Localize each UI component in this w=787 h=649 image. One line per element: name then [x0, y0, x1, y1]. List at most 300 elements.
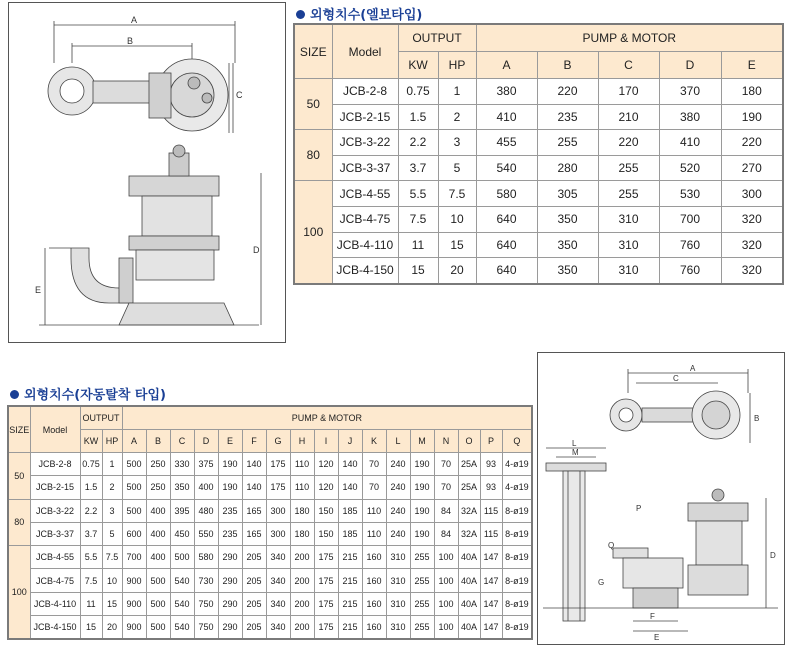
value-cell-h: 180: [290, 522, 314, 545]
value-cell-d: 750: [194, 592, 218, 615]
kw-cell: 7.5: [398, 206, 438, 232]
kw-cell: 11: [80, 592, 102, 615]
value-cell-b: 500: [146, 592, 170, 615]
header-col-l: L: [386, 430, 410, 453]
value-cell-p: 93: [480, 476, 502, 499]
table-row: [8, 592, 532, 615]
kw-cell: 3.7: [80, 522, 102, 545]
value-cell-e: 270: [721, 155, 783, 181]
value-cell-e: 235: [218, 522, 242, 545]
model-cell: JCB-4-150: [30, 616, 80, 640]
value-cell-f: 165: [242, 499, 266, 522]
header-pump-motor: PUMP & MOTOR: [476, 24, 783, 52]
table-row: [294, 181, 783, 207]
value-cell-m: 190: [410, 522, 434, 545]
value-cell-n: 100: [434, 616, 458, 640]
value-cell-e: 235: [218, 499, 242, 522]
value-cell-d: 750: [194, 616, 218, 640]
value-cell-p: 147: [480, 569, 502, 592]
size-cell: 100: [8, 546, 30, 640]
elbow-type-drawing-frame: [8, 2, 286, 343]
elbow-pump-drawing: [9, 3, 285, 342]
dim-label-e: E: [35, 285, 42, 295]
value-cell-c: 450: [170, 522, 194, 545]
hp-cell: 2: [438, 104, 476, 130]
kw-cell: 1.5: [398, 104, 438, 130]
value-cell-f: 165: [242, 522, 266, 545]
header-col-c: C: [170, 430, 194, 453]
value-cell-f: 140: [242, 476, 266, 499]
model-cell: JCB-3-37: [332, 155, 398, 181]
value-cell-c: 350: [170, 476, 194, 499]
hp-cell: 20: [438, 258, 476, 284]
value-cell-h: 180: [290, 499, 314, 522]
model-cell: JCB-2-8: [30, 453, 80, 476]
value-cell-a: 900: [122, 569, 146, 592]
value-cell-f: 205: [242, 569, 266, 592]
value-cell-q: 8-ø19: [502, 569, 532, 592]
value-cell-b: 400: [146, 522, 170, 545]
value-cell-l: 310: [386, 569, 410, 592]
value-cell-c: 310: [598, 206, 659, 232]
header-pump-motor: PUMP & MOTOR: [122, 406, 532, 430]
value-cell-d: 550: [194, 522, 218, 545]
value-cell-c: 500: [170, 546, 194, 569]
header-hp: HP: [102, 430, 122, 453]
hp-cell: 5: [102, 522, 122, 545]
header-col-a: A: [122, 430, 146, 453]
value-cell-f: 205: [242, 616, 266, 640]
value-cell-k: 160: [362, 546, 386, 569]
model-cell: JCB-3-22: [332, 130, 398, 156]
table-row: [8, 476, 532, 499]
header-col-g: G: [266, 430, 290, 453]
value-cell-i: 120: [314, 476, 338, 499]
value-cell-e: 190: [218, 453, 242, 476]
value-cell-b: 280: [537, 155, 598, 181]
value-cell-k: 160: [362, 616, 386, 640]
value-cell-i: 120: [314, 453, 338, 476]
size-cell: 50: [8, 453, 30, 500]
value-cell-h: 200: [290, 546, 314, 569]
value-cell-e: 190: [721, 104, 783, 130]
value-cell-j: 215: [338, 546, 362, 569]
value-cell-i: 175: [314, 546, 338, 569]
auto-detach-section-title: [10, 384, 166, 403]
value-cell-g: 340: [266, 592, 290, 615]
bullet-icon: [296, 10, 305, 19]
value-cell-e: 290: [218, 569, 242, 592]
value-cell-a: 600: [122, 522, 146, 545]
value-cell-a: 900: [122, 592, 146, 615]
dim2-label-g: G: [598, 578, 605, 587]
value-cell-q: 4-ø19: [502, 476, 532, 499]
value-cell-b: 400: [146, 546, 170, 569]
bullet-icon: [10, 390, 19, 399]
table-row: [294, 79, 783, 105]
header-kw: KW: [80, 430, 102, 453]
table-row: [294, 232, 783, 258]
size-cell: 80: [8, 499, 30, 546]
value-cell-q: 8-ø19: [502, 546, 532, 569]
kw-cell: 11: [398, 232, 438, 258]
dim2-label-l: L: [572, 439, 577, 448]
model-cell: JCB-4-75: [30, 569, 80, 592]
model-cell: JCB-4-110: [332, 232, 398, 258]
kw-cell: 2.2: [80, 499, 102, 522]
value-cell-d: 380: [659, 104, 721, 130]
value-cell-n: 100: [434, 592, 458, 615]
value-cell-c: 540: [170, 569, 194, 592]
value-cell-d: 580: [194, 546, 218, 569]
size-cell: 80: [294, 130, 332, 181]
hp-cell: 2: [102, 476, 122, 499]
value-cell-m: 255: [410, 592, 434, 615]
value-cell-d: 400: [194, 476, 218, 499]
header-model: Model: [332, 24, 398, 79]
value-cell-l: 240: [386, 499, 410, 522]
value-cell-e: 290: [218, 546, 242, 569]
value-cell-l: 240: [386, 453, 410, 476]
dim-label-d: D: [253, 245, 260, 255]
value-cell-o: 40A: [458, 569, 480, 592]
header-col-f: F: [242, 430, 266, 453]
value-cell-k: 110: [362, 522, 386, 545]
value-cell-a: 500: [122, 476, 146, 499]
value-cell-e: 180: [721, 79, 783, 105]
value-cell-p: 93: [480, 453, 502, 476]
kw-cell: 0.75: [80, 453, 102, 476]
kw-cell: 3.7: [398, 155, 438, 181]
value-cell-o: 32A: [458, 522, 480, 545]
header-model: Model: [30, 406, 80, 453]
model-cell: JCB-4-55: [332, 181, 398, 207]
value-cell-g: 340: [266, 569, 290, 592]
value-cell-f: 140: [242, 453, 266, 476]
value-cell-o: 25A: [458, 453, 480, 476]
value-cell-g: 175: [266, 476, 290, 499]
value-cell-d: 480: [194, 499, 218, 522]
value-cell-p: 115: [480, 499, 502, 522]
value-cell-d: 760: [659, 258, 721, 284]
table-row: [294, 206, 783, 232]
hp-cell: 15: [438, 232, 476, 258]
value-cell-i: 175: [314, 569, 338, 592]
value-cell-d: 530: [659, 181, 721, 207]
model-cell: JCB-4-150: [332, 258, 398, 284]
value-cell-j: 215: [338, 616, 362, 640]
value-cell-d: 700: [659, 206, 721, 232]
hp-cell: 10: [438, 206, 476, 232]
value-cell-a: 455: [476, 130, 537, 156]
model-cell: JCB-4-75: [332, 206, 398, 232]
hp-cell: 7.5: [438, 181, 476, 207]
value-cell-q: 4-ø19: [502, 453, 532, 476]
value-cell-e: 190: [218, 476, 242, 499]
table-row: [8, 569, 532, 592]
size-cell: 50: [294, 79, 332, 130]
value-cell-b: 235: [537, 104, 598, 130]
value-cell-c: 310: [598, 258, 659, 284]
value-cell-a: 700: [122, 546, 146, 569]
table-row: [294, 104, 783, 130]
dim-label-b: B: [127, 36, 134, 46]
value-cell-h: 200: [290, 592, 314, 615]
value-cell-b: 400: [146, 499, 170, 522]
value-cell-a: 410: [476, 104, 537, 130]
value-cell-b: 350: [537, 232, 598, 258]
value-cell-c: 395: [170, 499, 194, 522]
value-cell-g: 340: [266, 546, 290, 569]
model-cell: JCB-2-8: [332, 79, 398, 105]
value-cell-a: 900: [122, 616, 146, 640]
value-cell-f: 205: [242, 546, 266, 569]
value-cell-j: 215: [338, 569, 362, 592]
value-cell-c: 310: [598, 232, 659, 258]
table-row: [294, 130, 783, 156]
header-col-a: A: [476, 52, 537, 79]
value-cell-a: 580: [476, 181, 537, 207]
value-cell-m: 255: [410, 546, 434, 569]
header-hp: HP: [438, 52, 476, 79]
value-cell-b: 500: [146, 569, 170, 592]
hp-cell: 7.5: [102, 546, 122, 569]
value-cell-c: 170: [598, 79, 659, 105]
model-cell: JCB-2-15: [30, 476, 80, 499]
header-col-m: M: [410, 430, 434, 453]
value-cell-d: 520: [659, 155, 721, 181]
header-col-d: D: [659, 52, 721, 79]
value-cell-b: 250: [146, 453, 170, 476]
value-cell-i: 175: [314, 592, 338, 615]
value-cell-e: 290: [218, 616, 242, 640]
hp-cell: 20: [102, 616, 122, 640]
value-cell-o: 40A: [458, 616, 480, 640]
value-cell-o: 40A: [458, 592, 480, 615]
value-cell-g: 300: [266, 522, 290, 545]
hp-cell: 3: [438, 130, 476, 156]
dim2-label-d: D: [770, 551, 776, 560]
value-cell-c: 540: [170, 592, 194, 615]
value-cell-a: 640: [476, 232, 537, 258]
value-cell-b: 500: [146, 616, 170, 640]
hp-cell: 3: [102, 499, 122, 522]
header-col-e: E: [218, 430, 242, 453]
value-cell-e: 290: [218, 592, 242, 615]
value-cell-c: 220: [598, 130, 659, 156]
table-row: [8, 616, 532, 640]
hp-cell: 1: [438, 79, 476, 105]
value-cell-e: 320: [721, 232, 783, 258]
value-cell-m: 255: [410, 569, 434, 592]
kw-cell: 15: [80, 616, 102, 640]
value-cell-j: 185: [338, 522, 362, 545]
value-cell-d: 760: [659, 232, 721, 258]
value-cell-n: 70: [434, 476, 458, 499]
value-cell-a: 500: [122, 453, 146, 476]
model-cell: JCB-3-22: [30, 499, 80, 522]
value-cell-a: 380: [476, 79, 537, 105]
kw-cell: 0.75: [398, 79, 438, 105]
dim2-label-c: C: [673, 374, 679, 383]
value-cell-b: 250: [146, 476, 170, 499]
value-cell-h: 200: [290, 569, 314, 592]
value-cell-f: 205: [242, 592, 266, 615]
value-cell-q: 8-ø19: [502, 522, 532, 545]
value-cell-b: 305: [537, 181, 598, 207]
value-cell-j: 140: [338, 476, 362, 499]
header-col-h: H: [290, 430, 314, 453]
value-cell-c: 540: [170, 616, 194, 640]
hp-cell: 15: [102, 592, 122, 615]
dim-label-c: C: [236, 90, 243, 100]
elbow-type-section-title: [296, 4, 422, 23]
value-cell-h: 110: [290, 453, 314, 476]
dim2-label-q: Q: [608, 541, 615, 550]
dim2-label-e: E: [654, 633, 660, 642]
value-cell-q: 8-ø19: [502, 616, 532, 640]
value-cell-a: 540: [476, 155, 537, 181]
value-cell-n: 70: [434, 453, 458, 476]
value-cell-e: 320: [721, 206, 783, 232]
header-col-j: J: [338, 430, 362, 453]
value-cell-m: 190: [410, 476, 434, 499]
elbow-type-title-text: 외형치수(엘보타입): [310, 8, 423, 23]
value-cell-k: 70: [362, 453, 386, 476]
value-cell-g: 340: [266, 616, 290, 640]
value-cell-b: 350: [537, 206, 598, 232]
value-cell-i: 175: [314, 616, 338, 640]
header-output: OUTPUT: [80, 406, 122, 430]
value-cell-b: 255: [537, 130, 598, 156]
value-cell-b: 350: [537, 258, 598, 284]
value-cell-k: 110: [362, 499, 386, 522]
header-col-e: E: [721, 52, 783, 79]
header-kw: KW: [398, 52, 438, 79]
value-cell-k: 70: [362, 476, 386, 499]
header-col-c: C: [598, 52, 659, 79]
table-row: [8, 522, 532, 545]
kw-cell: 1.5: [80, 476, 102, 499]
value-cell-d: 730: [194, 569, 218, 592]
value-cell-c: 210: [598, 104, 659, 130]
kw-cell: 5.5: [398, 181, 438, 207]
value-cell-e: 320: [721, 258, 783, 284]
value-cell-j: 215: [338, 592, 362, 615]
value-cell-p: 147: [480, 592, 502, 615]
value-cell-o: 25A: [458, 476, 480, 499]
table-row: [294, 155, 783, 181]
header-output: OUTPUT: [398, 24, 476, 52]
value-cell-l: 240: [386, 476, 410, 499]
kw-cell: 15: [398, 258, 438, 284]
auto-detach-pump-drawing: [538, 353, 784, 644]
value-cell-o: 32A: [458, 499, 480, 522]
kw-cell: 2.2: [398, 130, 438, 156]
dim2-label-b: B: [754, 414, 760, 423]
hp-cell: 1: [102, 453, 122, 476]
value-cell-a: 640: [476, 258, 537, 284]
value-cell-d: 410: [659, 130, 721, 156]
auto-detach-dimension-table: [7, 405, 533, 640]
header-col-q: Q: [502, 430, 532, 453]
value-cell-k: 160: [362, 569, 386, 592]
value-cell-l: 310: [386, 592, 410, 615]
dim-label-a: A: [131, 15, 138, 25]
value-cell-j: 140: [338, 453, 362, 476]
value-cell-c: 330: [170, 453, 194, 476]
value-cell-n: 100: [434, 569, 458, 592]
table-row: [8, 453, 532, 476]
value-cell-p: 147: [480, 616, 502, 640]
value-cell-d: 370: [659, 79, 721, 105]
value-cell-d: 375: [194, 453, 218, 476]
value-cell-l: 310: [386, 546, 410, 569]
table-row: [294, 258, 783, 284]
hp-cell: 5: [438, 155, 476, 181]
header-col-o: O: [458, 430, 480, 453]
value-cell-b: 220: [537, 79, 598, 105]
dim2-label-p: P: [636, 504, 642, 513]
table-row: [8, 546, 532, 569]
kw-cell: 7.5: [80, 569, 102, 592]
value-cell-a: 500: [122, 499, 146, 522]
value-cell-g: 175: [266, 453, 290, 476]
model-cell: JCB-4-55: [30, 546, 80, 569]
auto-detach-drawing-frame: [537, 352, 785, 645]
value-cell-n: 84: [434, 522, 458, 545]
value-cell-i: 150: [314, 522, 338, 545]
model-cell: JCB-3-37: [30, 522, 80, 545]
value-cell-p: 147: [480, 546, 502, 569]
value-cell-e: 300: [721, 181, 783, 207]
value-cell-m: 190: [410, 499, 434, 522]
elbow-type-dimension-table: [293, 23, 784, 285]
table-row: [8, 499, 532, 522]
value-cell-m: 255: [410, 616, 434, 640]
header-size: SIZE: [8, 406, 30, 453]
value-cell-m: 190: [410, 453, 434, 476]
header-col-n: N: [434, 430, 458, 453]
dim2-label-f: F: [650, 612, 655, 621]
value-cell-q: 8-ø19: [502, 592, 532, 615]
header-col-b: B: [146, 430, 170, 453]
value-cell-q: 8-ø19: [502, 499, 532, 522]
model-cell: JCB-4-110: [30, 592, 80, 615]
header-size: SIZE: [294, 24, 332, 79]
value-cell-c: 255: [598, 155, 659, 181]
value-cell-n: 100: [434, 546, 458, 569]
header-col-i: I: [314, 430, 338, 453]
value-cell-k: 160: [362, 592, 386, 615]
value-cell-c: 255: [598, 181, 659, 207]
auto-detach-title-text: 외형치수(자동탈착 타입): [24, 388, 166, 403]
value-cell-l: 310: [386, 616, 410, 640]
value-cell-j: 185: [338, 499, 362, 522]
hp-cell: 10: [102, 569, 122, 592]
value-cell-e: 220: [721, 130, 783, 156]
model-cell: JCB-2-15: [332, 104, 398, 130]
header-col-k: K: [362, 430, 386, 453]
value-cell-l: 240: [386, 522, 410, 545]
header-col-b: B: [537, 52, 598, 79]
size-cell: 100: [294, 181, 332, 284]
value-cell-p: 115: [480, 522, 502, 545]
value-cell-i: 150: [314, 499, 338, 522]
value-cell-g: 300: [266, 499, 290, 522]
dim2-label-a: A: [690, 364, 696, 373]
dim2-label-m: M: [572, 448, 579, 457]
